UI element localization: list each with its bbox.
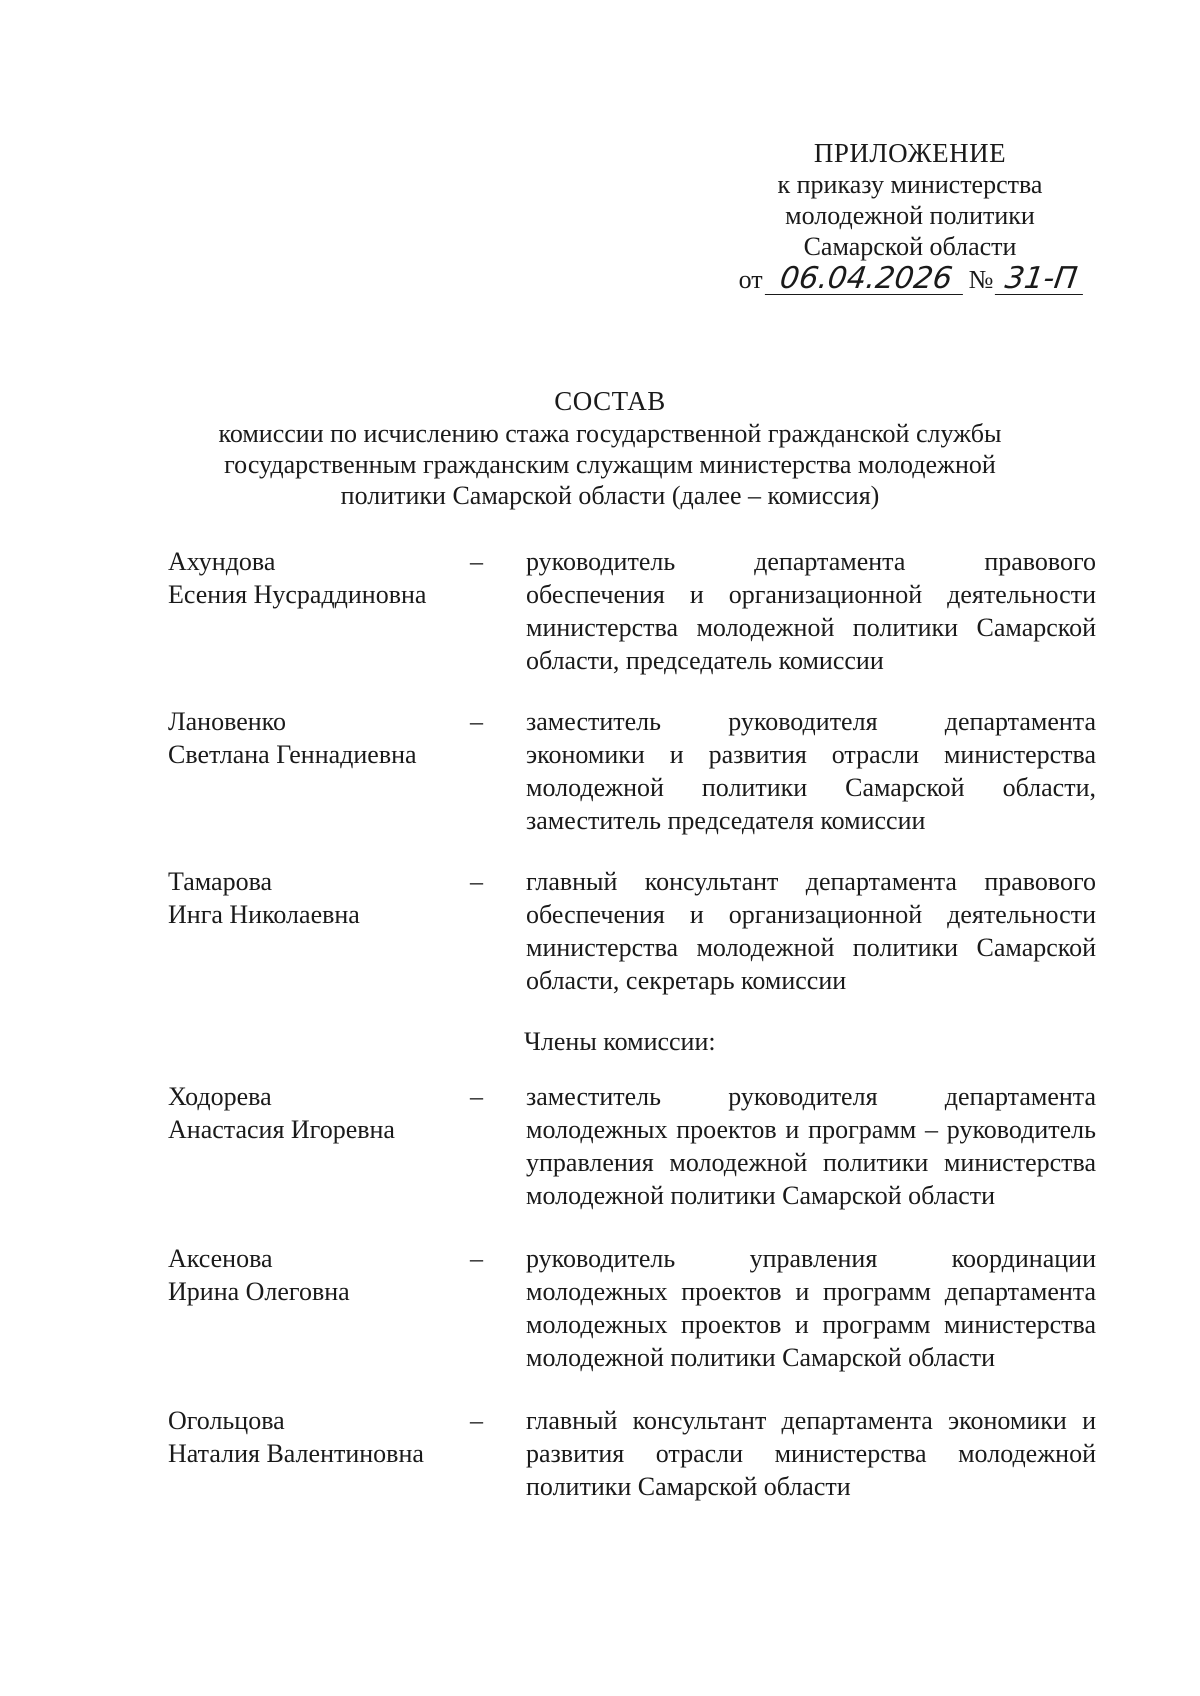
member-given-name: Анастасия Игоревна [168,1115,395,1144]
member-name [168,1080,468,1212]
member-role: главный консультант департамента правового обеспечения и организационной деятельности министерства молодежной политики Самарской области, секретарь комиссии [526,867,1096,995]
member-row [168,865,1096,997]
dash: – [470,1082,483,1111]
member-given-name: Ирина Олеговна [168,1277,350,1306]
member-surname: Аксенова [168,1244,273,1273]
member-row [168,705,1096,837]
number-label: № [968,265,994,294]
appendix-title: ПРИЛОЖЕНИЕ [813,138,1007,168]
member-name [168,545,468,677]
appendix-header [720,138,1100,295]
member-given-name: Инга Николаевна [168,900,360,929]
member-given-name: Наталия Валентиновна [168,1439,424,1468]
dash: – [470,1406,483,1435]
member-surname: Огольцова [168,1406,285,1435]
member-surname: Лановенко [168,707,286,736]
member-surname: Ахундова [168,547,276,576]
member-role: заместитель руководителя департамента экономики и развития отрасли министерства молодежной политики Самарской области, заместитель председателя комиссии [526,707,1096,835]
members-list [168,545,1096,1503]
member-role: заместитель руководителя департамента молодежных проектов и программ – руководитель управления молодежной политики министерства молодежной политики Самарской области [526,1082,1096,1210]
composition-line-1: комиссии по исчислению стажа государственной гражданской службы [218,419,1002,448]
member-role: главный консультант департамента экономики и развития отрасли министерства молодежной политики Самарской области [526,1406,1096,1501]
handwritten-number: 31-П [995,264,1087,295]
from-label: от [738,265,763,294]
appendix-line-1: к приказу министерства [777,170,1043,199]
member-given-name: Есения Нусраддиновна [168,580,427,609]
composition-line-3: политики Самарской области (далее – комиссия) [340,481,880,510]
appendix-line-2: молодежной политики [785,201,1035,230]
dash: – [470,867,483,896]
member-row [168,1404,1096,1503]
member-row [168,1080,1096,1212]
member-given-name: Светлана Геннадиевна [168,740,417,769]
members-heading: Члены комиссии: [524,1027,716,1056]
handwritten-date: 06.04.2026 [764,264,966,295]
appendix-line-3: Самарской области [803,232,1017,261]
member-name [168,1242,468,1374]
member-row [168,545,1096,677]
order-line [720,261,1100,296]
member-role: руководитель департамента правового обеспечения и организационной деятельности министерства молодежной политики Самарской области, председатель комиссии [526,547,1096,675]
member-surname: Ходорева [168,1082,272,1111]
dash: – [470,707,483,736]
dash: – [470,547,483,576]
member-name [168,865,468,997]
member-row [168,1242,1096,1374]
member-name [168,1404,468,1503]
composition-title: СОСТАВ [554,386,666,416]
member-name [168,705,468,837]
dash: – [470,1244,483,1273]
member-role: руководитель управления координации молодежных проектов и программ департамента молодежных проектов и программ министерства молодежной политики Самарской области [526,1244,1096,1372]
composition-line-2: государственным гражданским служащим министерства молодежной [224,450,996,479]
composition-heading [150,386,1070,511]
member-surname: Тамарова [168,867,273,896]
